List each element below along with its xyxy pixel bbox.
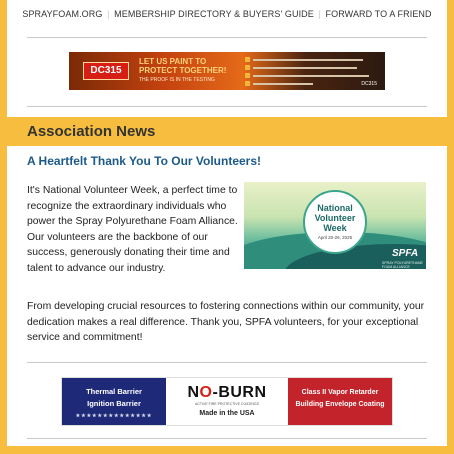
volunteer-week-title — [305, 203, 365, 233]
top-nav — [7, 9, 447, 19]
volunteer-week-date: April 20-26, 2025 — [317, 235, 353, 240]
right-line-2: Building Envelope Coating — [295, 401, 385, 408]
left-line-1: Thermal Barrier — [86, 387, 142, 396]
link-membership-directory[interactable]: MEMBERSHIP DIRECTORY & BUYERS' GUIDE — [114, 9, 314, 19]
bottom-accent-stripe — [7, 446, 447, 454]
nav-separator: | — [107, 9, 110, 19]
stars-decoration: ★★★★★★★★★★★★★★ — [75, 413, 153, 419]
divider — [27, 438, 427, 439]
nav-separator: | — [318, 9, 321, 19]
made-in-usa: Made in the USA — [199, 410, 255, 417]
article-paragraph-2: From developing crucial resources to fostering connections within our community, your dedication makes a real difference. Thank you, SPFA volunteers, for your exceptional service and commitment! — [27, 301, 425, 344]
left-line-2: Ignition Barrier — [87, 399, 141, 408]
title-line-1: National — [317, 203, 353, 213]
spfa-logo: SPFA — [392, 248, 419, 259]
noburn-logo-panel — [166, 378, 288, 425]
checkmark-icon — [245, 73, 250, 78]
checkmark-icon — [245, 57, 250, 62]
newsletter-page — [7, 0, 447, 454]
noburn-left-panel — [62, 378, 166, 425]
slogan-line-1: LET US PAINT TO — [139, 57, 207, 66]
noburn-logo: NO-BURN — [187, 384, 267, 401]
volunteer-week-image — [244, 182, 426, 269]
section-title: Association News — [27, 123, 156, 140]
banner-tagline: THE PROOF IS IN THE TESTING — [139, 77, 215, 83]
article-paragraph-1: It's National Volunteer Week, a perfect time to recognize the extraordinary individuals who power the Spray Polyurethane Foam Alliance. Our volunteers are the backbone of our success, generously donating their time and talent to advance our industry. — [27, 185, 238, 274]
noburn-ad-banner[interactable] — [61, 377, 393, 426]
title-line-3: Week — [323, 223, 347, 233]
section-header — [7, 117, 447, 146]
right-line-1: Class II Vapor Retarder — [301, 389, 379, 396]
dc315-badge: DC315 — [83, 62, 129, 80]
slogan-line-2: PROTECT TOGETHER! — [139, 66, 227, 75]
divider — [27, 106, 427, 107]
link-sprayfoam[interactable]: SPRAYFOAM.ORG — [22, 9, 103, 19]
noburn-right-panel — [288, 378, 392, 425]
checkmark-icon — [245, 65, 250, 70]
flame-icon: O — [199, 384, 213, 401]
spfa-logo-subtitle: SPRAY POLYURETHANE FOAM ALLIANCE — [382, 261, 423, 269]
divider — [27, 362, 427, 363]
divider — [27, 37, 427, 38]
volunteer-week-badge — [303, 190, 367, 254]
banner-product-code: DC315 — [361, 81, 377, 87]
banner-slogan — [139, 57, 226, 75]
banner-checklist — [245, 56, 375, 88]
top-ad-banner[interactable] — [69, 52, 385, 90]
title-line-2: Volunteer — [314, 213, 356, 223]
article-title[interactable]: A Heartfelt Thank You To Our Volunteers! — [27, 154, 262, 168]
checkmark-icon — [245, 81, 250, 86]
noburn-subtitle: ACTIVE FIRE PROTECTIVE COATINGS — [195, 402, 259, 406]
link-forward-to-friend[interactable]: FORWARD TO A FRIEND — [325, 9, 432, 19]
